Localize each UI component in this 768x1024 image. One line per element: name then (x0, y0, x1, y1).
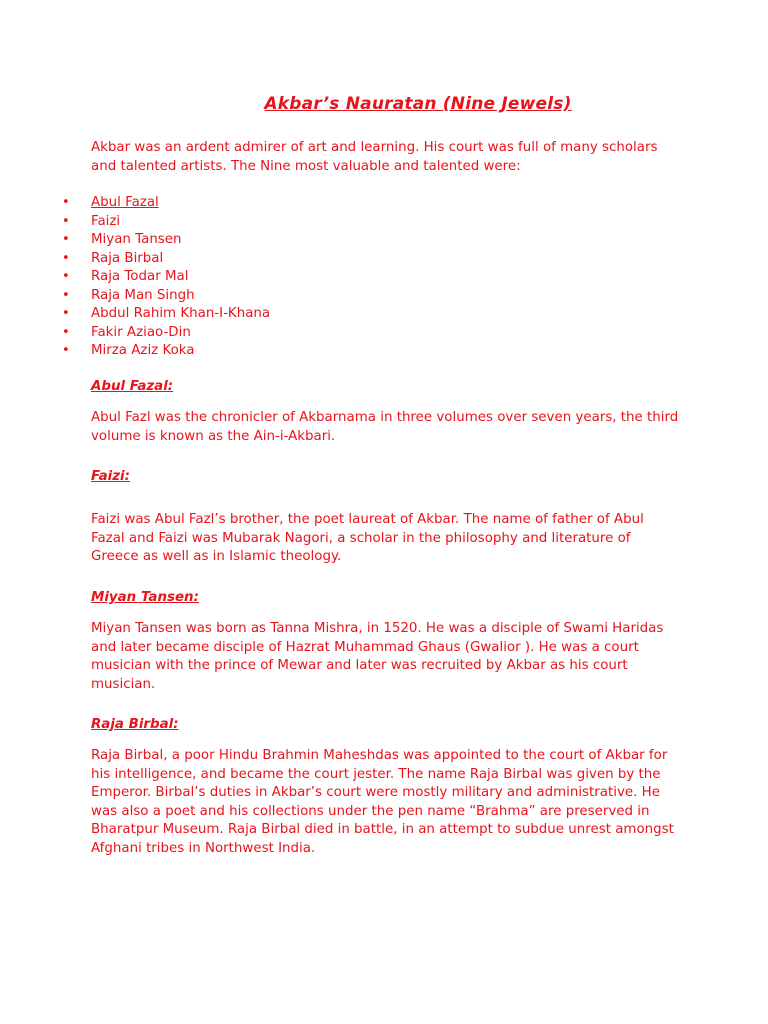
section-heading-faizi: Faizi: (91, 469, 130, 484)
list-item (62, 213, 270, 232)
list-item-label: Faizi (91, 213, 121, 229)
list-item-label: Raja Man Singh (91, 287, 195, 303)
bullet-icon: • (62, 232, 70, 247)
bullet-icon: • (62, 195, 70, 210)
document-title: Akbar’s Nauratan (Nine Jewels) (264, 94, 572, 114)
list-item (62, 250, 270, 269)
list-item (62, 268, 270, 287)
bullet-icon: • (62, 324, 70, 340)
jewels-list (62, 194, 270, 361)
list-item (62, 287, 270, 306)
list-item (62, 231, 270, 250)
bullet-icon: • (62, 306, 70, 321)
list-item[interactable] (62, 194, 270, 213)
section-heading-abul-fazal: Abul Fazal: (91, 379, 174, 394)
intro-paragraph: Akbar was an ardent admirer of art and learning. His court was full of many scholars and talented artists. The Nine most valuable and talented were: (91, 140, 658, 174)
list-item-label[interactable]: Abul Fazal (91, 195, 159, 210)
list-item-label: Raja Birbal (91, 250, 164, 266)
section-heading-raja-birbal: Raja Birbal: (91, 717, 179, 732)
bullet-icon: • (62, 213, 70, 229)
list-item-label: Fakir Aziao-Din (91, 324, 191, 340)
bullet-icon: • (62, 287, 70, 303)
section-heading-miyan-tansen: Miyan Tansen: (91, 590, 199, 605)
section-body-raja-birbal: Raja Birbal, a poor Hindu Brahmin Maheshdas was appointed to the court of Akbar for his intelligence, and became the court jester. The name Raja Birbal was given by the Emperor. Birbal’s duties in Akbar’s court were mostly military and administrative. He was also a poet and his collections under the pen name “Brahma” are preserved in Bharatpur Museum. Raja Birbal died in battle, in an attempt to subdue unrest amongst Afghani tribes in Northwest India. (91, 748, 674, 856)
list-item (62, 342, 270, 361)
bullet-icon: • (62, 343, 70, 358)
section-body-abul-fazal: Abul Fazl was the chronicler of Akbarnama in three volumes over seven years, the third volume is known as the Ain-i-Akbari. (91, 410, 679, 444)
section-body-miyan-tansen: Miyan Tansen was born as Tanna Mishra, in 1520. He was a disciple of Swami Haridas and later became disciple of Hazrat Muhammad Ghaus (Gwalior ). He was a court musician with the prince of Mewar and later was recruited by Akbar as his court musician. (91, 621, 664, 692)
list-item (62, 324, 270, 343)
list-item-label: Abdul Rahim Khan-I-Khana (91, 306, 271, 321)
bullet-icon: • (62, 250, 70, 266)
section-body-faizi: Faizi was Abul Fazl’s brother, the poet laureat of Akbar. The name of father of Abul Fazal and Faizi was Mubarak Nagori, a scholar in the philosophy and literature of Greece as well as in Islamic theology. (91, 512, 644, 564)
list-item-label: Mirza Aziz Koka (91, 343, 195, 358)
bullet-icon: • (62, 269, 70, 284)
list-item-label: Miyan Tansen (91, 232, 182, 247)
list-item-label: Raja Todar Mal (91, 269, 189, 284)
list-item (62, 305, 270, 324)
